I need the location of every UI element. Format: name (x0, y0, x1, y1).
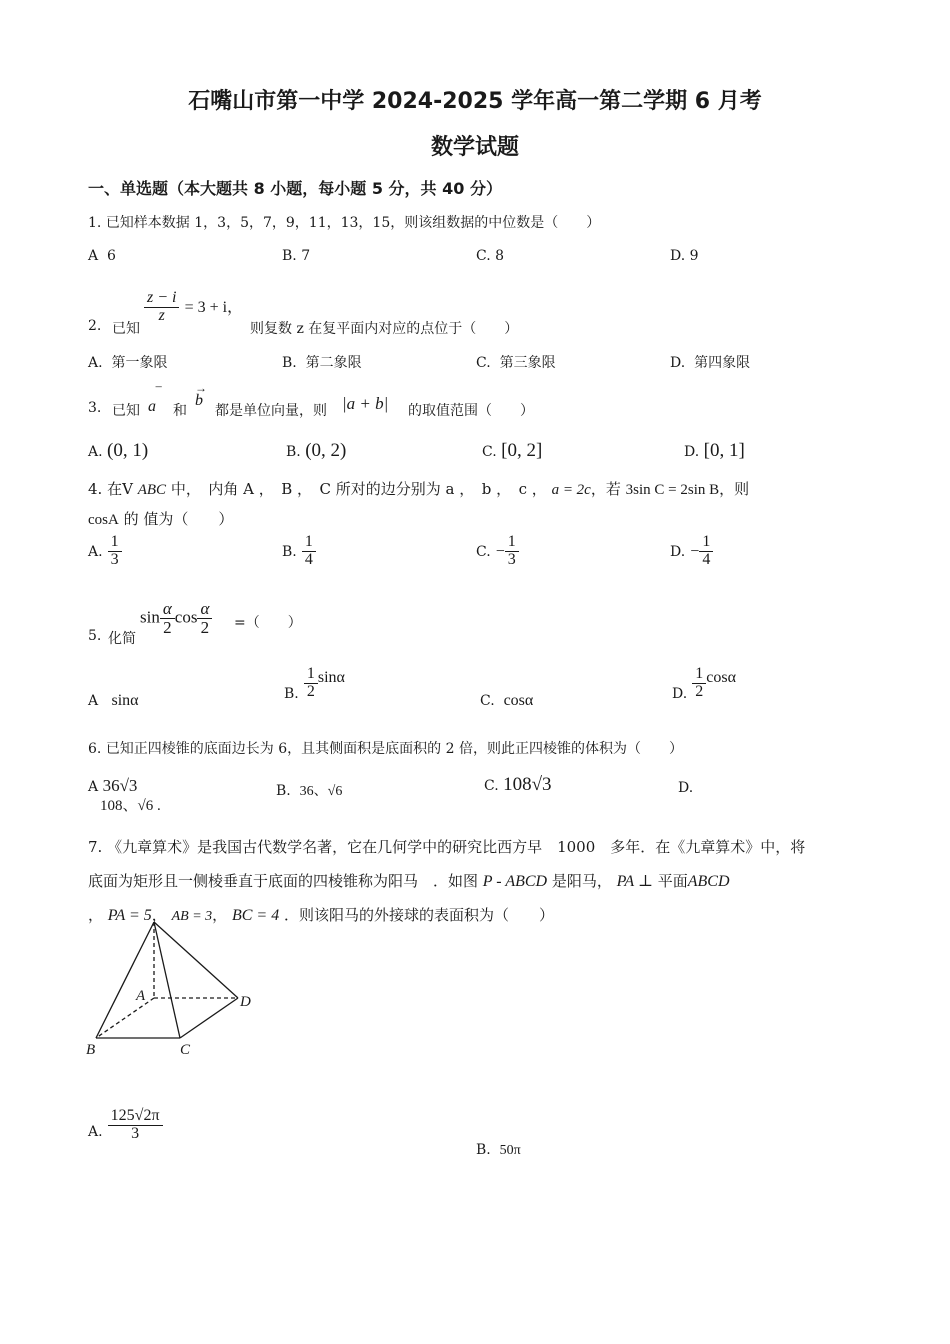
edge-cd (180, 998, 238, 1038)
option-3b: B. (0, 2) (286, 440, 347, 461)
question-5-eq: =（ ） (234, 615, 302, 631)
option-6a-artifact: 108、√6 . (100, 798, 161, 814)
option-3c: C. [0, 2] (482, 440, 543, 461)
vertex-c-label: C (180, 1042, 191, 1058)
question-3-mid: 都是单位向量，则 (215, 403, 327, 419)
pyramid-figure (84, 918, 274, 1064)
option-5c: C. cosα (480, 692, 534, 709)
option-7b: B. 50π (476, 1142, 521, 1158)
option-2d: D. 第四象限 (670, 355, 751, 371)
edge-pb (96, 922, 154, 1038)
page-subtitle: 数学试题 (430, 135, 519, 160)
vertex-b-label: B (86, 1042, 96, 1058)
question-1 (88, 212, 600, 232)
question-2-pre: 已知 (112, 321, 140, 337)
vertex-d-label: D (240, 994, 251, 1010)
option-4a: A. $\frac{1}{3}$ (88, 534, 122, 569)
option-5a: A sinα (88, 692, 139, 709)
option-4b: B. $\frac{1}{4}$ (282, 534, 316, 569)
question-5-number: 5. (88, 628, 102, 644)
option-2b: B. 第二象限 (282, 355, 362, 371)
question-3-number: 3. (88, 400, 102, 416)
question-4-line1: 4. 在V ABC 中， 内角 A ， B ， C 所对的边分别为 a ， b ， c ， a = 2c，若 3sin C = 2sin B，则 (88, 480, 750, 498)
vector-a: ‾ a (148, 386, 162, 415)
option-6d: D. (678, 780, 694, 796)
option-3d: D. [0, 1] (684, 440, 745, 461)
question-5-pre: 化简 (108, 631, 136, 647)
question-text: 已知样本数据 1，3，5，7，9，11，13，15，则该组数据的中位数是（ ） (105, 215, 601, 231)
page-title: 石嘴山市第一中学 2024-2025 学年高一第二学期 6 月考 (188, 89, 762, 114)
edge-pc (154, 922, 180, 1038)
option-4c: C. − $\frac{1}{3}$ (476, 534, 519, 569)
question-2-fraction: $\frac{z - i}{z}$ = 3 + i， (144, 290, 243, 325)
option-1b: B. 7 (282, 248, 311, 264)
option-1d: D. 9 (670, 248, 699, 264)
question-7-line3: ， PA = 5， AB = 3， BC = 4 ．则该阳马的外接球的表面积为（ ） (88, 906, 554, 924)
section-heading: 一、单选题（本大题共 8 小题，每小题 5 分，共 40 分） (88, 179, 502, 198)
option-4d: D. − $\frac{1}{4}$ (670, 534, 713, 569)
vertex-a-label: A (136, 988, 146, 1004)
question-number: 1. (88, 215, 102, 231)
question-2-number: 2. (88, 318, 102, 334)
question-3-and: 和 (173, 403, 187, 419)
option-7a: A. $\frac{125√2\pi}{3}$ (88, 1108, 163, 1143)
question-3-pre: 已知 (112, 403, 140, 419)
option-2c: C. 第三象限 (476, 355, 556, 371)
option-6c: C. 108√3 (484, 774, 552, 795)
option-1a: A 6 (88, 248, 116, 264)
option-1c: C. 8 (476, 248, 505, 264)
option-6b: B. 36、√6 (276, 783, 343, 799)
magnitude-expr: |a + b| (342, 394, 389, 413)
question-6: 6. 已知正四棱锥的底面边长为 6，且其侧面积是底面积的 2 倍，则此正四棱锥的体积为（ ） (88, 741, 683, 757)
option-5b: B. $\frac{1}{2}$ sinα (284, 665, 345, 702)
question-3-post: 的取值范围（ ） (408, 403, 534, 419)
option-2a: A. 第一象限 (88, 355, 168, 371)
question-5-expression: sin $\frac{\alpha}{2}$ cos $\frac{\alpha}{2}$ (140, 600, 212, 637)
option-6a: A 36√3 (88, 776, 138, 795)
option-3a: A. (0, 1) (88, 440, 149, 461)
edge-pd (154, 922, 238, 998)
question-4-line2: cosA 的 值为（ ） (88, 510, 234, 528)
question-2-text: 则复数 z 在复平面内对应的点位于（ ） (250, 321, 519, 337)
vector-b: → b (195, 381, 207, 409)
option-5d: D. $\frac{1}{2}$ cosα (672, 665, 736, 702)
question-7-line2: 底面为矩形且一侧棱垂直于底面的四棱锥称为阳马 ．如图 P - ABCD 是阳马， PA ⊥ 平面ABCD (88, 872, 730, 890)
question-7-line1: 7. 《九章算术》是我国古代数学名著，它在几何学中的研究比西方早 1000 多年．在《九章算术》中，将 (88, 838, 806, 856)
edge-ab (96, 998, 154, 1038)
